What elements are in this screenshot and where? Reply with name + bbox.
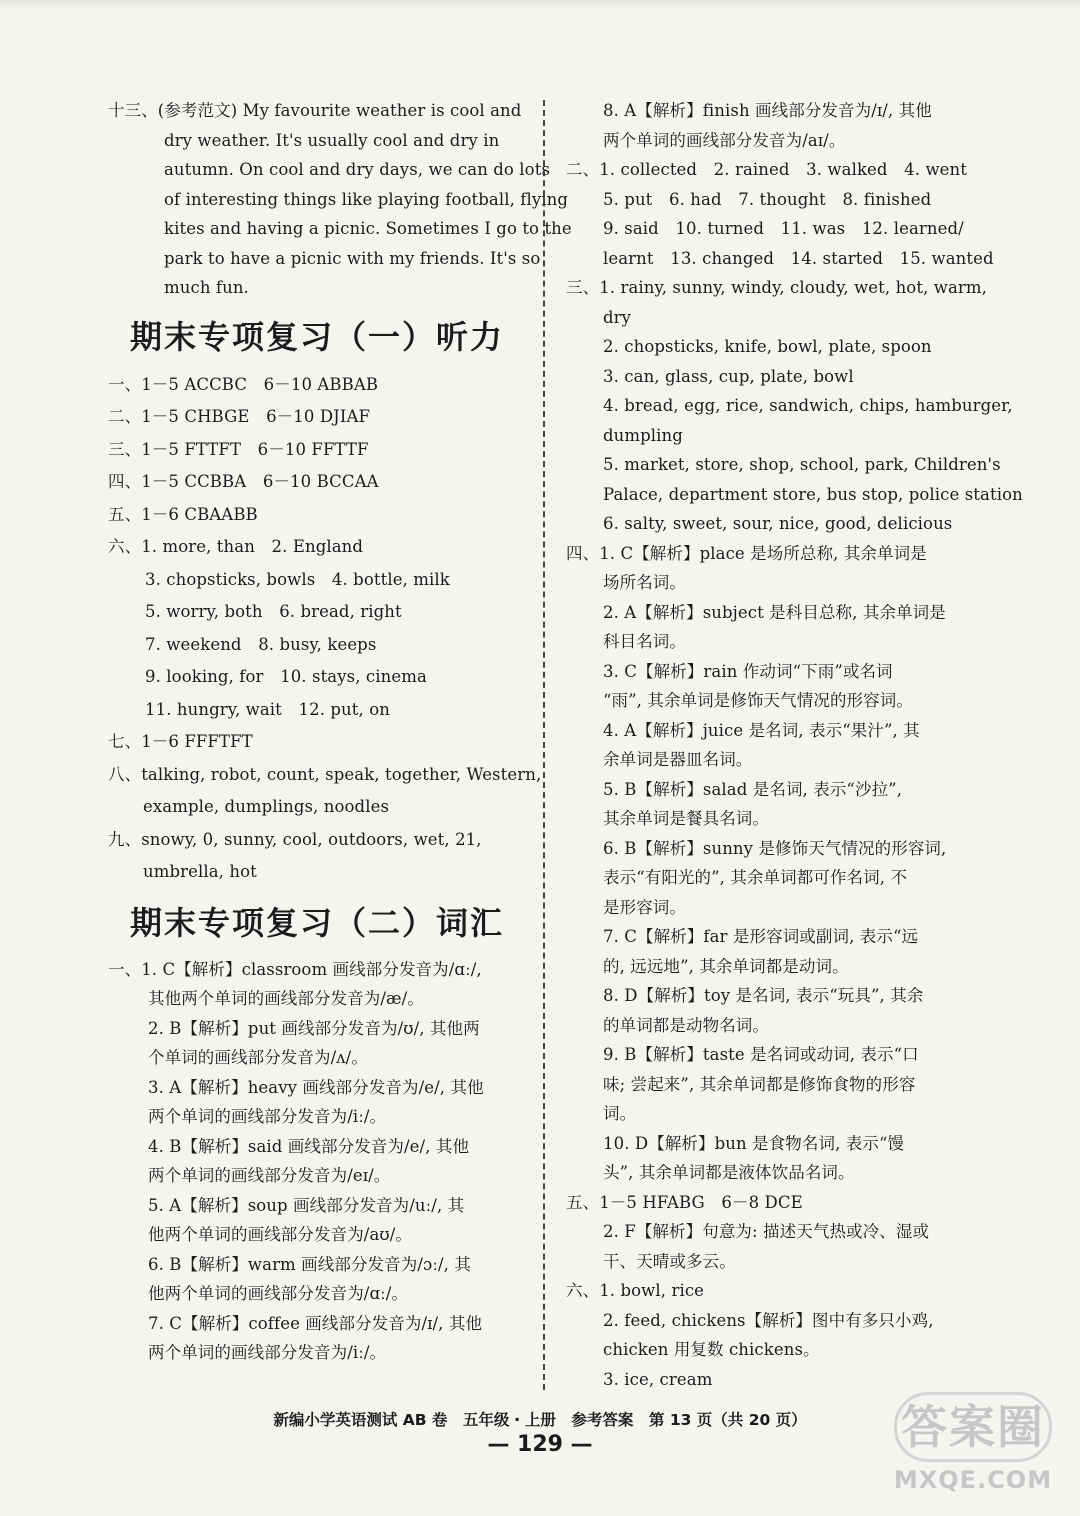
answer-line: 科目名词。: [603, 632, 686, 651]
watermark-url: MXQE.COM: [893, 1466, 1053, 1494]
answer-line: 5. market, store, shop, school, park, Children's: [603, 455, 1001, 474]
answer-line: 11. hungry, wait 12. put, on: [145, 699, 390, 719]
answer-line: 头”, 其余单词都是液体饮品名词。: [603, 1163, 855, 1182]
answer-line: “雨”, 其余单词是修饰天气情况的形容词。: [603, 691, 913, 710]
answer-line: 余单词是器皿名词。: [603, 750, 753, 769]
answer-line: 两个单词的画线部分发音为/iː/。: [148, 1107, 387, 1126]
section-heading-listening: 期末专项复习（一）听力: [130, 317, 505, 356]
answer-line: 三、1. rainy, sunny, windy, cloudy, wet, hot, warm,: [566, 278, 988, 297]
right-column: [566, 96, 1023, 1394]
top-edge-shadow: [0, 0, 1080, 10]
answer-line: 3. ice, cream: [603, 1369, 713, 1389]
answer-line: dumpling: [603, 425, 683, 445]
watermark-logo: [888, 1392, 1058, 1502]
answer-line: 9. B【解析】taste 是名词或动词, 表示“口: [603, 1045, 919, 1064]
footer-title: 新编小学英语测试 AB 卷 五年级・上册 参考答案 第 13 页（共 20 页）: [273, 1411, 807, 1429]
answer-line: 二、1. collected 2. rained 3. walked 4. went: [566, 160, 968, 179]
answer-line: 的, 远远地”, 其余单词都是动词。: [603, 956, 849, 976]
answer-line: 7. C【解析】coffee 画线部分发音为/ɪ/, 其他: [148, 1313, 483, 1333]
answer-line: chicken 用复数 chickens。: [603, 1340, 820, 1359]
left-column: [108, 96, 572, 1368]
answer-line: 4. A【解析】juice 是名词, 表示“果汁”, 其: [603, 720, 920, 740]
essay-line: kites and having a picnic. Sometimes I go to the: [164, 219, 572, 238]
answer-line: 两个单词的画线部分发音为/eɪ/。: [148, 1166, 391, 1185]
answer-line: 3. C【解析】rain 作动词“下雨”或名词: [603, 661, 893, 681]
answer-line: 其他两个单词的画线部分发音为/æ/。: [148, 989, 424, 1008]
answer-line: 九、snowy, 0, sunny, cool, outdoors, wet, 21,: [108, 829, 482, 849]
answer-line: 2. feed, chickens【解析】图中有多只小鸡,: [603, 1310, 934, 1330]
answer-line: 5. A【解析】soup 画线部分发音为/uː/, 其: [148, 1195, 465, 1215]
answer-line: 5. put 6. had 7. thought 8. finished: [603, 189, 932, 209]
answer-line: 4. bread, egg, rice, sandwich, chips, hamburger,: [603, 396, 1013, 415]
answer-line: 干、天晴或多云。: [603, 1251, 736, 1271]
answer-line: 5. worry, both 6. bread, right: [145, 602, 402, 621]
watermark-text: 答案圈: [894, 1392, 1052, 1462]
answer-line: 六、1. more, than 2. England: [108, 537, 364, 556]
answer-line: 4. B【解析】said 画线部分发音为/e/, 其他: [148, 1136, 470, 1156]
answer-line: 2. chopsticks, knife, bowl, plate, spoon: [603, 337, 932, 356]
answer-line: 七、1－6 FFFTFT: [108, 732, 253, 751]
answer-line: 一、1－5 ACCBC 6－10 ABBAB: [108, 374, 379, 394]
column-divider: [543, 100, 545, 1390]
answer-line: 五、1－6 CBAABB: [108, 504, 258, 524]
answer-line: 四、1－5 CCBBA 6－10 BCCAA: [108, 472, 379, 491]
answer-line: 其余单词是餐具名词。: [603, 809, 769, 828]
answer-line: example, dumplings, noodles: [143, 797, 390, 816]
answer-line: 个单词的画线部分发音为/ʌ/。: [148, 1048, 368, 1067]
answer-line: 3. chopsticks, bowls 4. bottle, milk: [145, 569, 450, 589]
answer-line: 2. B【解析】put 画线部分发音为/ʊ/, 其他两: [148, 1018, 480, 1038]
answer-line: 6. B【解析】sunny 是修饰天气情况的形容词,: [603, 838, 947, 858]
answer-line: 9. said 10. turned 11. was 12. learned/: [603, 219, 964, 238]
answer-line: 10. D【解析】bun 是食物名词, 表示“馒: [603, 1133, 905, 1153]
answer-line: 7. weekend 8. busy, keeps: [145, 634, 377, 654]
answer-line: 9. looking, for 10. stays, cinema: [145, 667, 427, 686]
answer-line: 2. A【解析】subject 是科目总称, 其余单词是: [603, 602, 946, 622]
answer-line: umbrella, hot: [143, 862, 257, 881]
essay-line: much fun.: [164, 278, 249, 297]
page-number: — 129 —: [487, 1432, 593, 1457]
section-heading-vocabulary: 期末专项复习（二）词汇: [130, 903, 505, 942]
essay-line: 十三、(参考范文) My favourite weather is cool and: [108, 101, 522, 120]
answer-line: 6. B【解析】warm 画线部分发音为/ɔː/, 其: [148, 1254, 471, 1274]
answer-line: 3. A【解析】heavy 画线部分发音为/e/, 其他: [148, 1077, 484, 1097]
answer-line: 两个单词的画线部分发音为/aɪ/。: [603, 130, 846, 150]
answer-line: 一、1. C【解析】classroom 画线部分发音为/ɑː/,: [108, 959, 482, 979]
answer-line: 2. F【解析】句意为: 描述天气热或冷、湿或: [603, 1222, 930, 1241]
answer-line: Palace, department store, bus stop, police station: [603, 484, 1023, 504]
answer-line: 三、1－5 FTTFT 6－10 FFTTF: [108, 439, 369, 459]
answer-line: learnt 13. changed 14. started 15. wanted: [603, 248, 994, 268]
essay-block: [108, 96, 572, 303]
answer-line: 8. D【解析】toy 是名词, 表示“玩具”, 其余: [603, 986, 924, 1005]
answer-line: 二、1－5 CHBGE 6－10 DJIAF: [108, 407, 371, 426]
essay-line: park to have a picnic with my friends. It's so: [164, 248, 541, 268]
essay-line: dry weather. It's usually cool and dry in: [164, 130, 500, 150]
answer-line: 5. B【解析】salad 是名词, 表示“沙拉”,: [603, 779, 903, 799]
answer-line: 词。: [603, 1104, 637, 1123]
answer-line: 两个单词的画线部分发音为/iː/。: [148, 1343, 387, 1362]
answer-line: 味; 尝起来”, 其余单词都是修饰食物的形容: [603, 1074, 916, 1094]
answer-line: 他两个单词的画线部分发音为/ɑː/。: [148, 1284, 409, 1303]
vocabulary-answers: [108, 955, 528, 1368]
answer-line: 7. C【解析】far 是形容词或副词, 表示“远: [603, 927, 919, 946]
answer-line: 6. salty, sweet, sour, nice, good, delicious: [603, 514, 953, 533]
answer-line: 八、talking, robot, count, speak, together, Western,: [108, 764, 542, 784]
answer-line: 五、1－5 HFABG 6－8 DCE: [566, 1192, 803, 1212]
answer-line: 他两个单词的画线部分发音为/aʊ/。: [148, 1225, 412, 1244]
answer-line: 8. A【解析】finish 画线部分发音为/ɪ/, 其他: [603, 101, 932, 120]
answer-line: 场所名词。: [603, 573, 686, 592]
answer-line: 六、1. bowl, rice: [566, 1281, 705, 1300]
listening-answers: [108, 369, 542, 889]
answer-line: 的单词都是动物名词。: [603, 1015, 769, 1035]
essay-line: of interesting things like playing football, flying: [164, 189, 569, 209]
answer-line: 四、1. C【解析】place 是场所总称, 其余单词是: [566, 543, 927, 563]
answer-line: 是形容词。: [603, 897, 686, 917]
answer-line: 表示“有阳光的”, 其余单词都可作名词, 不: [603, 868, 908, 887]
answer-line: 3. can, glass, cup, plate, bowl: [603, 366, 854, 386]
answer-line: dry: [603, 307, 632, 327]
essay-line: autumn. On cool and dry days, we can do lots: [164, 160, 551, 179]
